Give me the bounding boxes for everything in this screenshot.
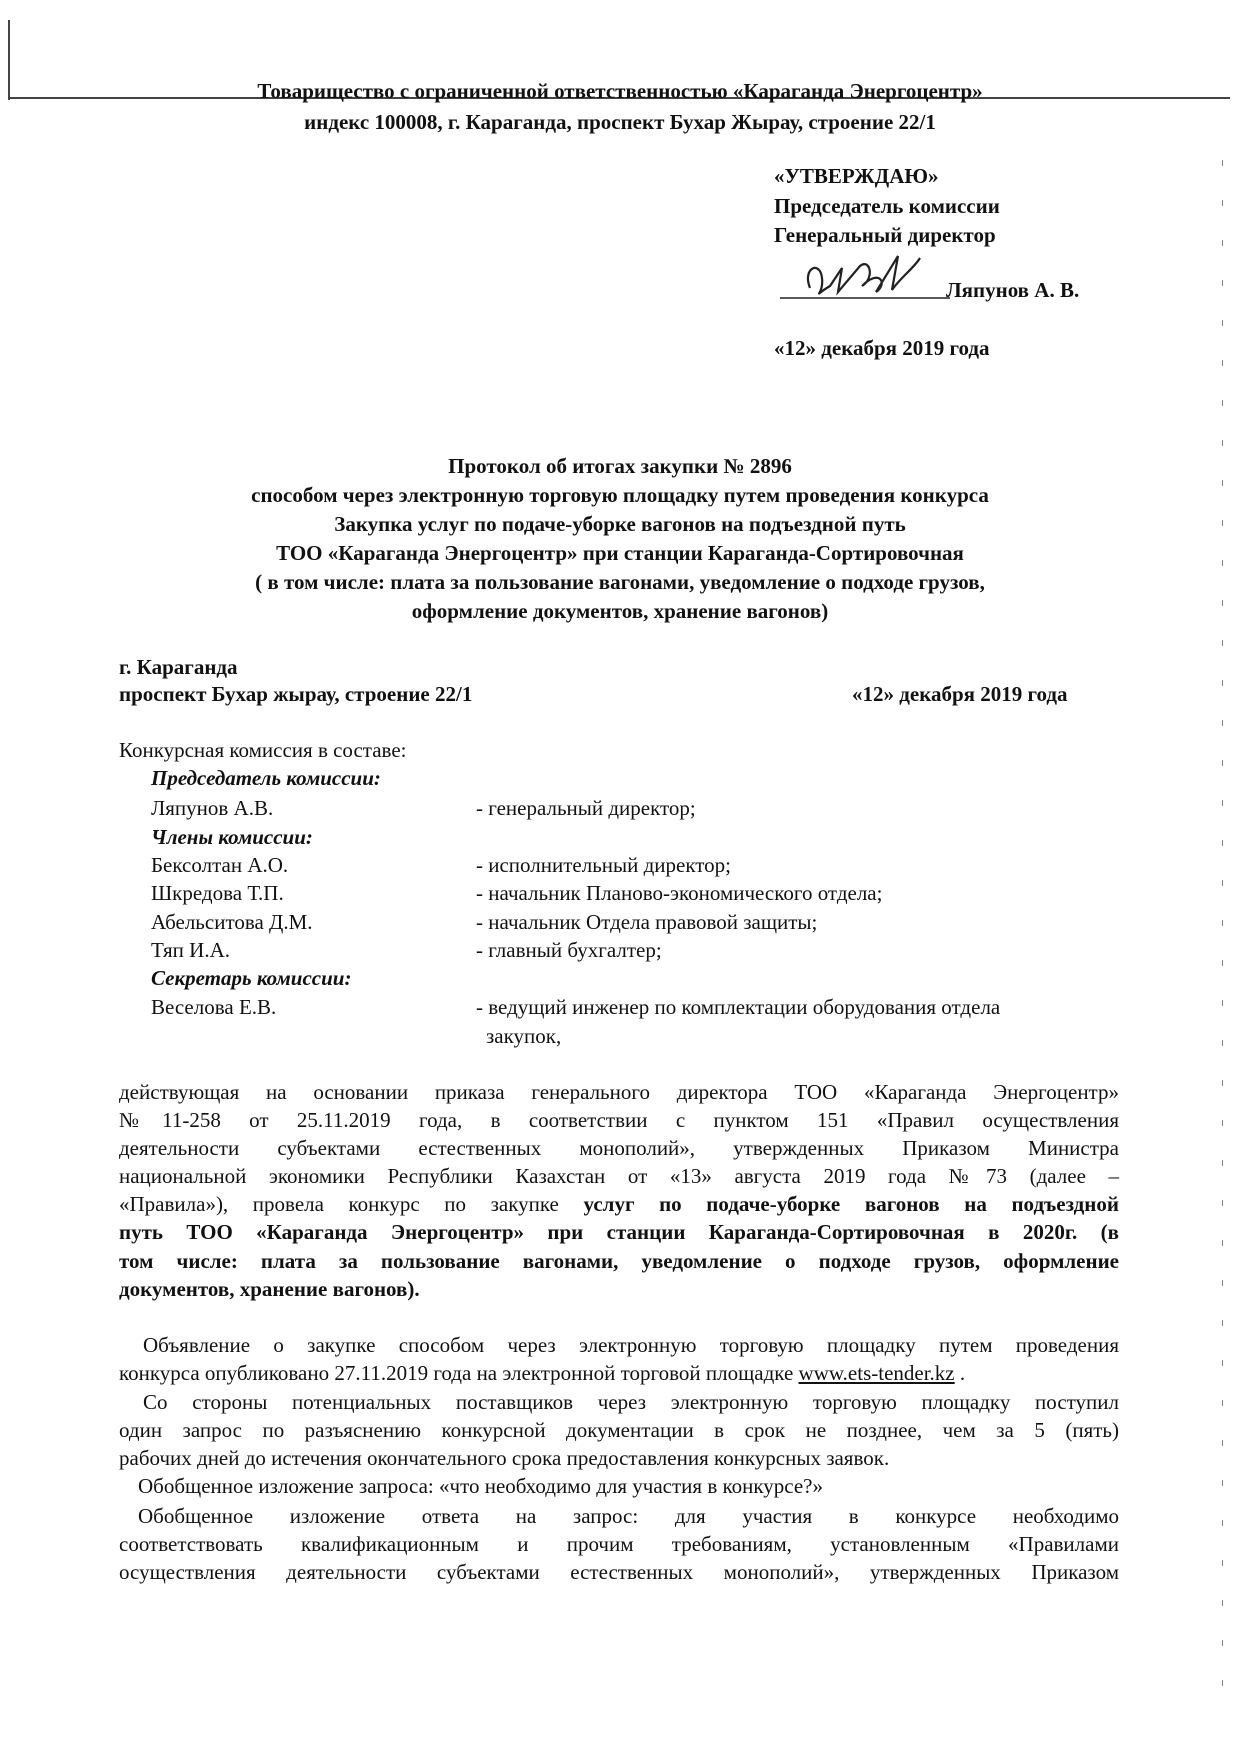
approval-date: «12» декабря 2019 года [774, 336, 990, 360]
paragraph-5-line: осуществления деятельности субъектами естественных монополий», утвержденных Приказом [119, 1560, 1119, 1584]
protocol-title-1: Протокол об итогах закупки № 2896 [448, 454, 792, 478]
members-heading: Члены комиссии: [151, 825, 313, 849]
secretary-role: - ведущий инженер по комплектации оборудования отдела [476, 995, 1001, 1019]
org-name: Товарищество с ограниченной ответственностью «Караганда Энергоцентр» [257, 79, 983, 103]
paragraph-2-text: конкурса опубликовано 27.11.2019 года на электронной торговой площадке [119, 1361, 799, 1385]
secretary-name: Веселова Е.В. [151, 995, 277, 1019]
commission-intro: Конкурсная комиссия в составе: [119, 738, 407, 762]
approval-role-chair: Председатель комиссии [774, 194, 1000, 218]
chair-name: Ляпунов А.В. [151, 796, 274, 820]
protocol-title-3: Закупка услуг по подаче-уборке вагонов на подъездной путь [334, 512, 906, 536]
member-name: Абельситова Д.М. [151, 910, 313, 934]
paragraph-1-bold-line: путь ТОО «Караганда Энергоцентр» при станции Караганда-Сортировочная в 2020г. (в [119, 1220, 1119, 1244]
place-date: «12» декабря 2019 года [852, 682, 1068, 706]
approval-name: Ляпунов А. В. [946, 278, 1080, 302]
secretary-heading: Секретарь комиссии: [151, 966, 352, 990]
member-role: - исполнительный директор; [476, 853, 732, 877]
paragraph-3-line: Со стороны потенциальных поставщиков через электронную торговую площадку поступил [143, 1390, 1119, 1414]
paragraph-5-line: Обобщенное изложение ответа на запрос: для участия в конкурсе необходимо [138, 1504, 1119, 1528]
paragraph-1-line: действующая на основании приказа генерального директора ТОО «Караганда Энергоцентр» [119, 1080, 1119, 1104]
paragraph-3-line: один запрос по разъяснению конкурсной документации в срок не позднее, чем за 5 (пять) [119, 1418, 1119, 1442]
chair-role: - генеральный директор; [476, 796, 696, 820]
member-role: - начальник Планово-экономического отдела; [476, 881, 883, 905]
paragraph-2-line-link [119, 1361, 965, 1386]
member-name: Бексолтан А.О. [151, 853, 289, 877]
protocol-title-6: оформление документов, хранение вагонов) [411, 599, 829, 623]
ets-tender-link[interactable]: www.ets-tender.kz [798, 1361, 955, 1385]
paragraph-1-bold-line: том числе: плата за пользование вагонами, уведомление о подходе грузов, оформление [119, 1249, 1119, 1273]
paragraph-2-line: Объявление о закупке способом через электронную торговую площадку путем проведения [143, 1333, 1119, 1357]
member-role: - главный бухгалтер; [476, 938, 662, 962]
org-address: индекс 100008, г. Караганда, проспект Бухар Жырау, строение 22/1 [304, 110, 936, 134]
paragraph-1-line: деятельности субъектами естественных монополий», утвержденных Приказом Министра [119, 1136, 1119, 1160]
paragraph-1-bold-part: услуг по подаче-уборке вагонов на подъездной [583, 1192, 1120, 1216]
paragraph-2-end: . [954, 1361, 966, 1385]
approval-title: «УТВЕРЖДАЮ» [774, 164, 939, 188]
paragraph-3-last: рабочих дней до истечения окончательного срока предоставления конкурсных заявок. [119, 1446, 890, 1470]
chair-heading: Председатель комиссии: [151, 766, 381, 790]
member-role: - начальник Отдела правовой защиты; [476, 910, 818, 934]
paragraph-4: Обобщенное изложение запроса: «что необходимо для участия в конкурсе?» [138, 1474, 823, 1498]
protocol-title-5: ( в том числе: плата за пользование вагонами, уведомление о подходе грузов, [255, 570, 985, 594]
place-city: г. Караганда [119, 655, 238, 679]
paragraph-1-line: национальной экономики Республики Казахстан от «13» августа 2019 года №73 (далее – [119, 1164, 1119, 1188]
scan-border-right [1222, 160, 1223, 1720]
paragraph-1-line: №11-258 от 25.11.2019 года, в соответствии с пунктом 151 «Правил осуществления [119, 1108, 1119, 1132]
approval-role-director: Генеральный директор [774, 223, 996, 247]
place-street: проспект Бухар жырау, строение 22/1 [119, 682, 473, 706]
member-name: Тяп И.А. [151, 938, 231, 962]
paragraph-1-bold-last: документов, хранение вагонов). [119, 1277, 420, 1301]
secretary-role-cont: закупок, [486, 1024, 562, 1048]
paragraph-1-line-mixed [119, 1192, 1119, 1217]
paragraph-5-line: соответствовать квалификационным и прочим требованиям, установленным «Правилами [119, 1532, 1119, 1556]
member-name: Шкредова Т.П. [151, 881, 284, 905]
signature [780, 248, 950, 308]
paragraph-1-normal-part: «Правила»), провела конкурс по закупке [119, 1192, 584, 1216]
protocol-title-2: способом через электронную торговую площадку путем проведения конкурса [251, 483, 989, 507]
protocol-title-4: ТОО «Караганда Энергоцентр» при станции Караганда-Сортировочная [276, 541, 964, 565]
